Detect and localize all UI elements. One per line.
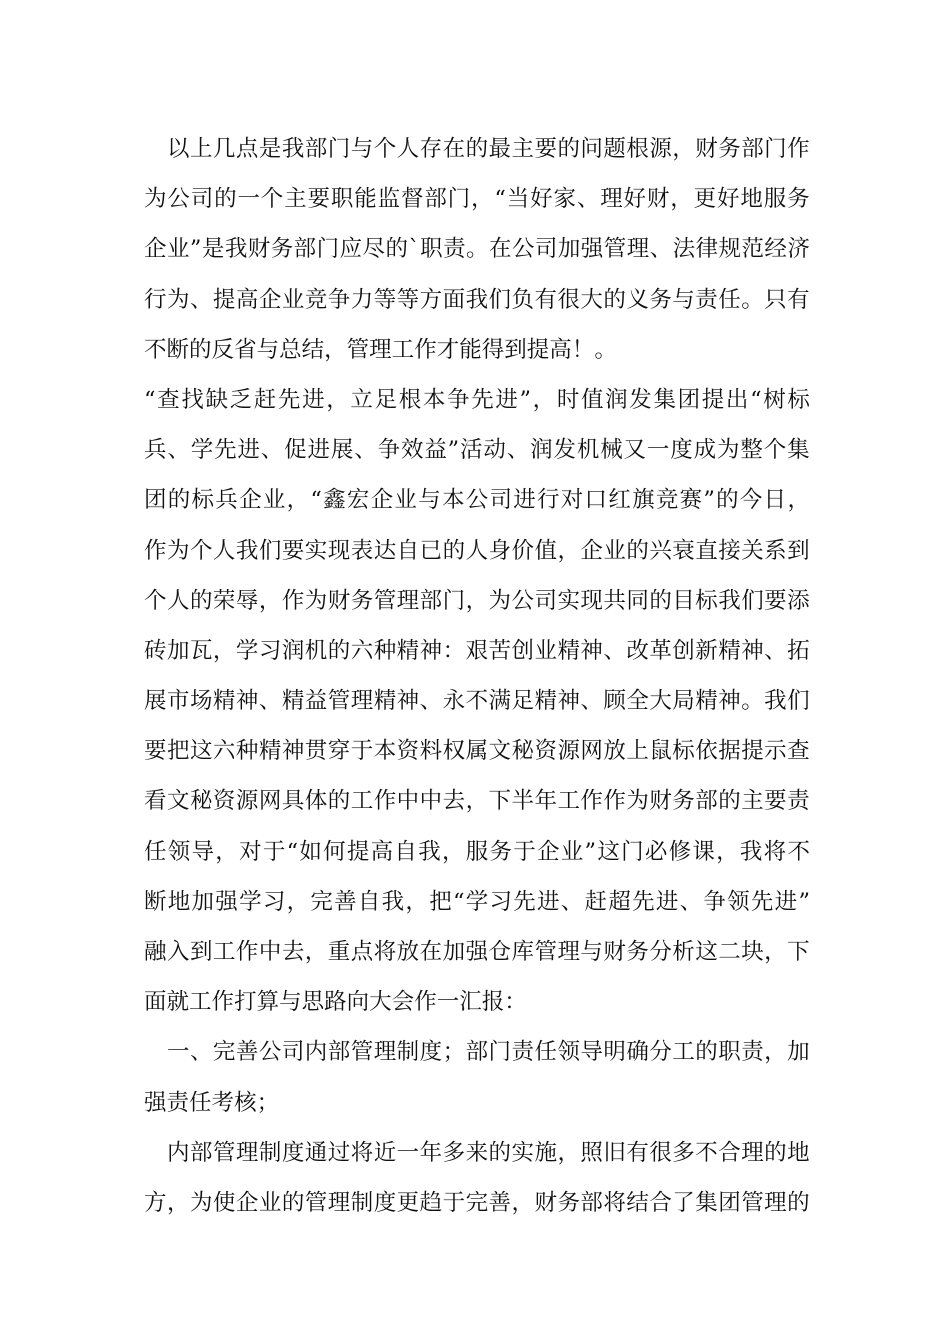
- text-line: 兵 、 学 先 进 、 促 进 展 、 争 效 益 ” 活 动 、 润 发 机 械 又 一 度 成 为 整 个 集: [144, 437, 810, 464]
- text-line: 任 领 导 ， 对 于 “ 如 何 提 高 自 我 ， 服 务 于 企 业 ” 这 门 必 修 课 ， 我 将 不: [144, 838, 810, 865]
- text-line: 内 部 管 理 制 度 通 过 将 近 一 年 多 来 的 实 施 ， 照 旧 有 很 多 不 合 理 的 地: [166, 1139, 810, 1166]
- text-line: 融 入 到 工 作 中 去 ， 重 点 将 放 在 加 强 仓 库 管 理 与 财 务 分 析 这 二 块 ， 下: [144, 939, 810, 965]
- text-line: 企 业 ” 是 我 财 务 部 门 应 尽 的 ` 职 责 。 在 公 司 加 强 管 理 、 法 律 规 范 经 济: [144, 236, 810, 263]
- text-line: 砖 加 瓦 ， 学 习 润 机 的 六 种 精 神 ： 艰 苦 创 业 精 神 、 改 革 创 新 精 神 、 拓: [144, 637, 810, 664]
- text-line: “ 查 找 缺 乏 赶 先 进 ， 立 足 根 本 争 先 进 ” ， 时 值 润 发 集 团 提 出 “ 树 标: [144, 386, 810, 413]
- text-line: 不 断 的 反 省 与 总 结 ， 管 理 工 作 才 能 得 到 提 高 ！ 。: [144, 336, 617, 363]
- text-line: 方 ， 为 使 企 业 的 管 理 制 度 更 趋 于 完 善 ， 财 务 部 将 结 合 了 集 团 管 理 的: [144, 1189, 810, 1216]
- text-line: 作 为 个 人 我 们 要 实 现 表 达 自 已 的 人 身 价 值 ， 企 业 的 兴 衰 直 接 关 系 到: [144, 537, 810, 564]
- text-line: 个 人 的 荣 辱 ， 作 为 财 务 管 理 部 门 ， 为 公 司 实 现 共 同 的 目 标 我 们 要 添: [144, 587, 810, 614]
- text-line: 强 责 任 考 核 ；: [144, 1089, 280, 1116]
- document-body: [144, 124, 810, 1228]
- text-line: 要 把 这 六 种 精 神 贯 穿 于 本 资 料 权 属 文 秘 资 源 网 放 上 鼠 标 依 据 提 示 查: [144, 738, 810, 765]
- text-line: 看 文 秘 资 源 网 具 体 的 工 作 中 中 去 ， 下 半 年 工 作 作 为 财 务 部 的 主 要 责: [144, 788, 810, 815]
- text-line: 为 公 司 的 一 个 主 要 职 能 监 督 部 门 ， “ 当 好 家 、 理 好 财 ， 更 好 地 服 务: [144, 186, 810, 213]
- text-line: 展 市 场 精 神 、 精 益 管 理 精 神 、 永 不 满 足 精 神 、 顾 全 大 局 精 神 。 我 们: [144, 688, 810, 715]
- text-line: 团 的 标 兵 企 业 ， “ 鑫 宏 企 业 与 本 公 司 进 行 对 口 红 旗 竞 赛 ” 的 今 日 ，: [144, 487, 810, 514]
- text-line: 一 、 完 善 公 司 内 部 管 理 制 度 ； 部 门 责 任 领 导 明 确 分 工 的 职 责 ， 加: [166, 1039, 810, 1066]
- text-line: 断 地 加 强 学 习 ， 完 善 自 我 ， 把 “ 学 习 先 进 、 赶 超 先 进 、 争 领 先 进 ”: [144, 888, 810, 915]
- text-line: 行 为 、 提 高 企 业 竞 争 力 等 等 方 面 我 们 负 有 很 大 的 义 务 与 责 任 。 只 有: [144, 286, 810, 313]
- text-line: 以 上 几 点 是 我 部 门 与 个 人 存 在 的 最 主 要 的 问 题 根 源 ， 财 务 部 门 作: [166, 136, 810, 162]
- text-line: 面 就 工 作 打 算 与 思 路 向 大 会 作 一 汇 报 ：: [144, 989, 527, 1016]
